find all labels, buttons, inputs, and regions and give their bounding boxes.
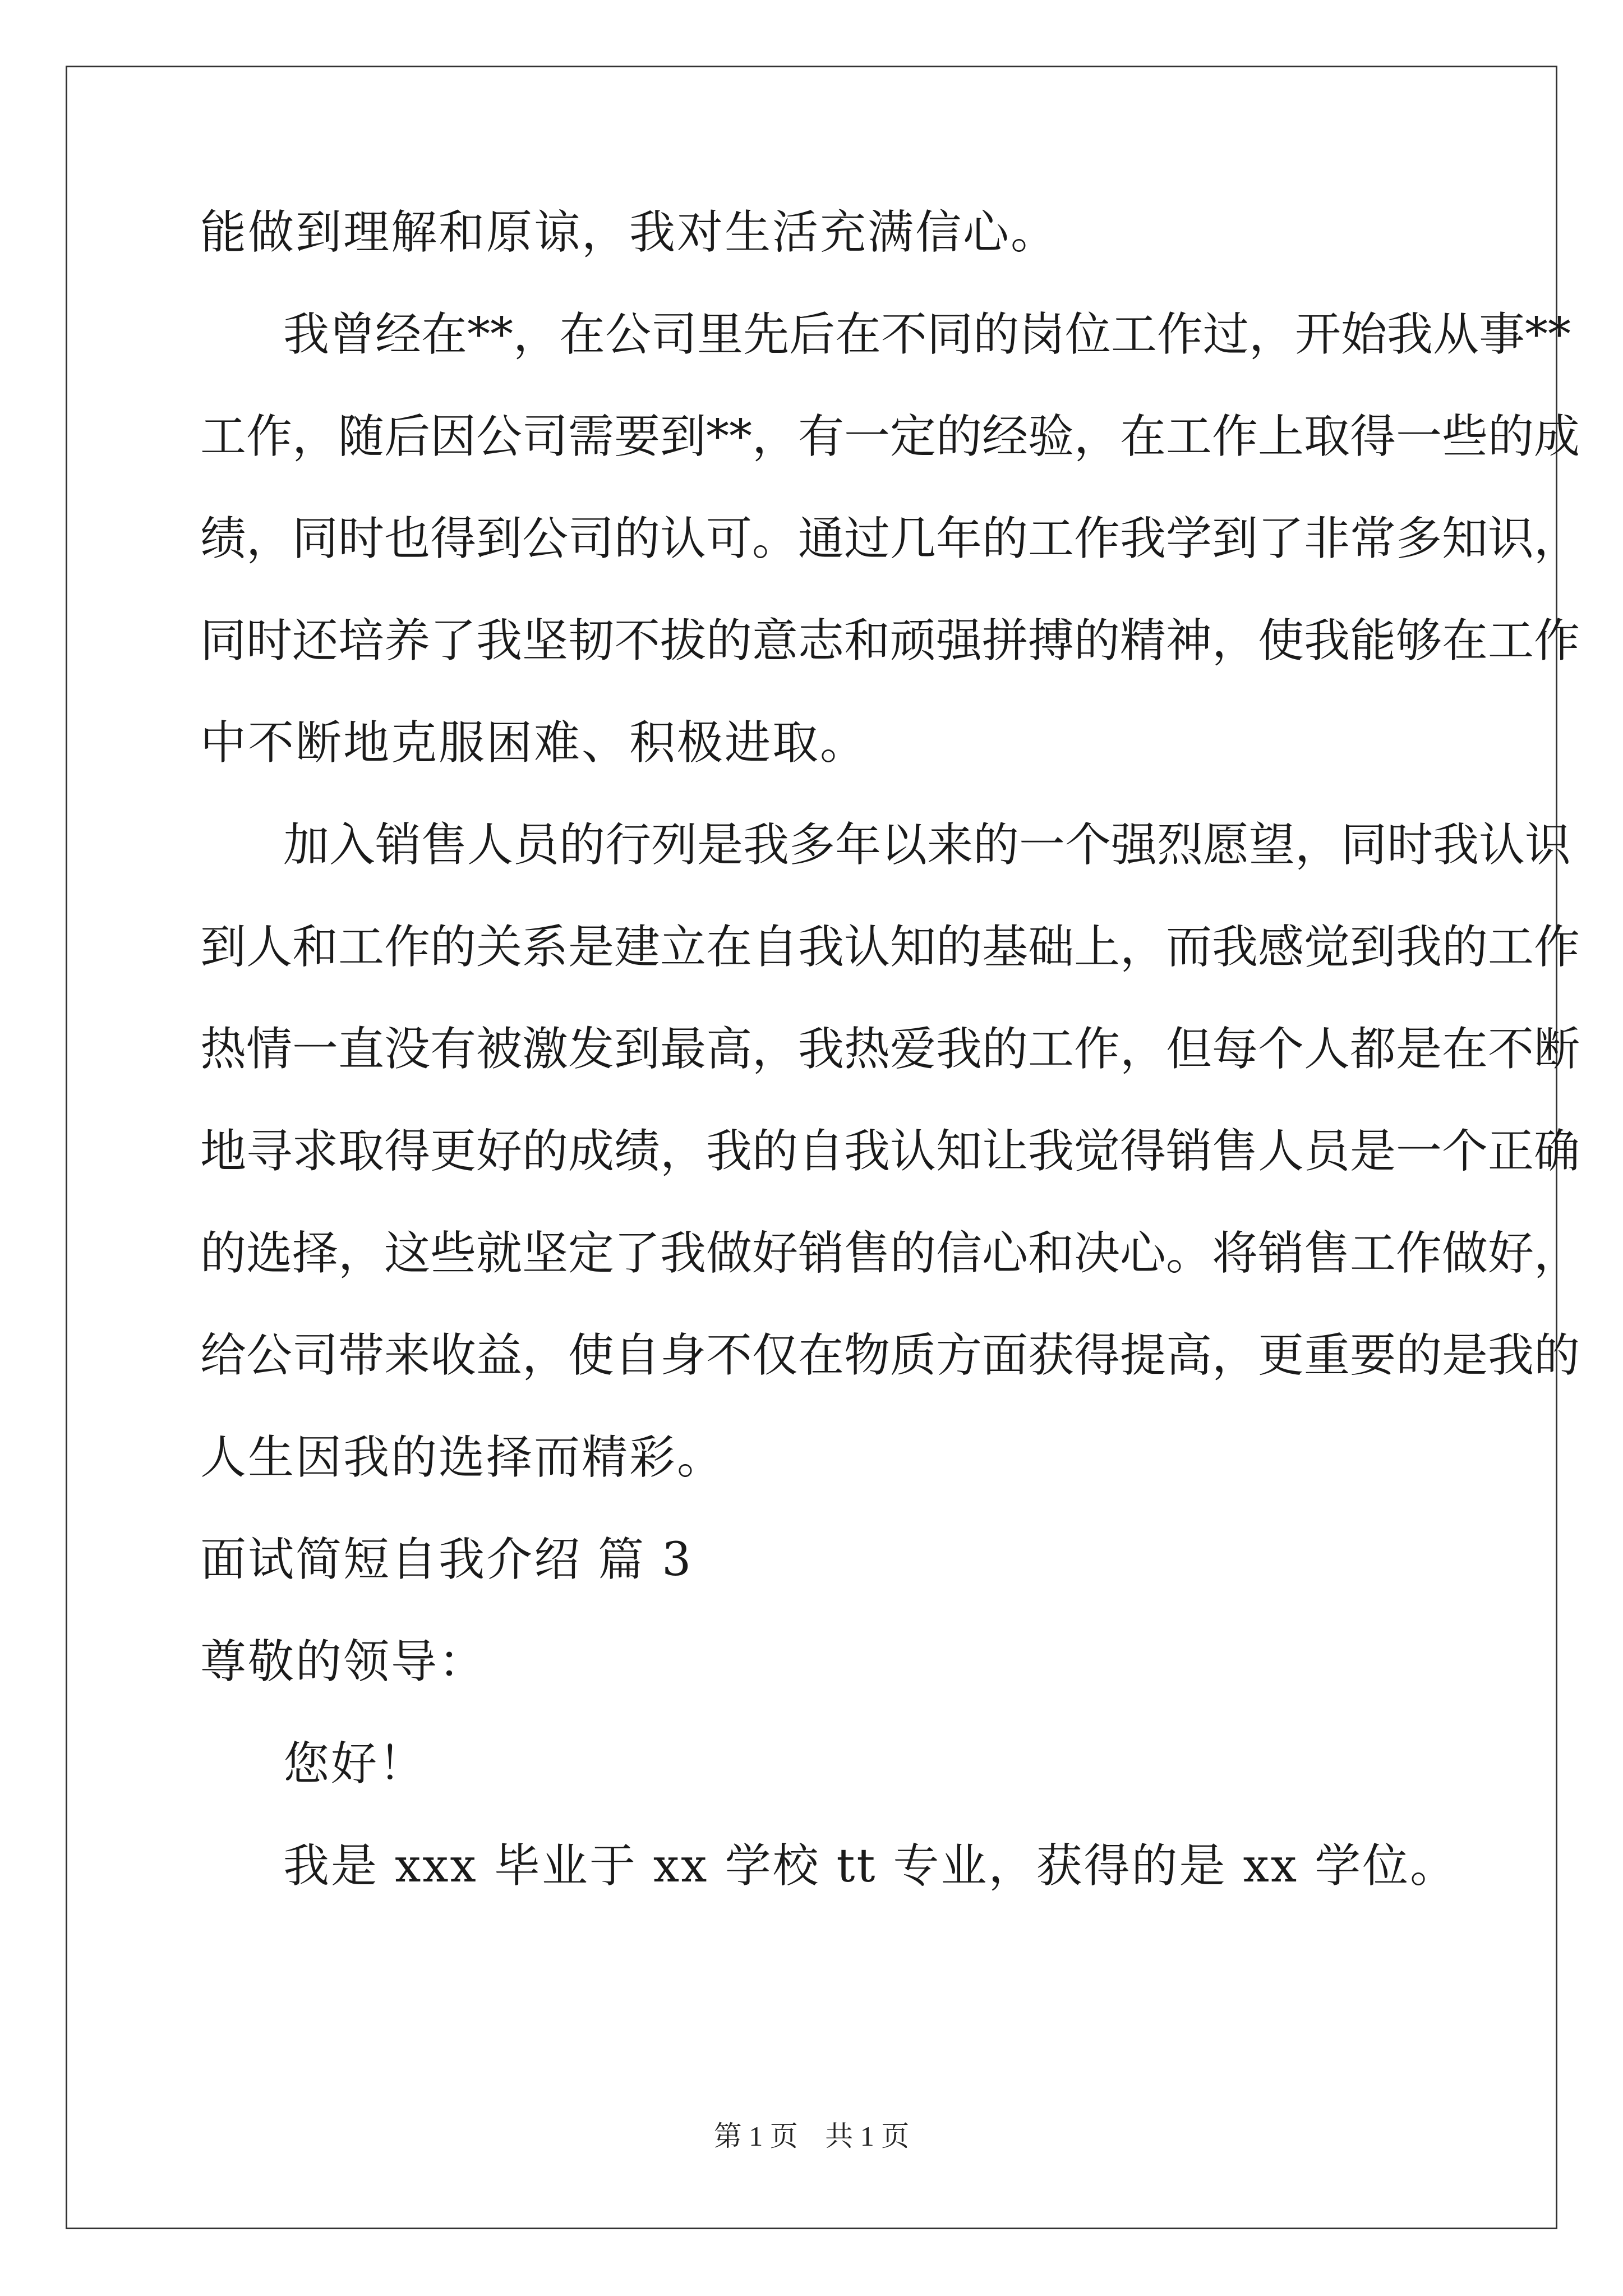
page-footer bbox=[0, 2119, 1623, 2153]
paragraph-line: 中不断地克服困难、积极进取。 bbox=[200, 716, 868, 770]
paragraph-line: 工作，随后因公司需要到**，有一定的经验，在工作上取得一些的成 bbox=[200, 410, 1580, 463]
greeting: 您好！ bbox=[283, 1737, 427, 1791]
paragraph-line: 地寻求取得更好的成绩，我的自我认知让我觉得销售人员是一个正确 bbox=[200, 1125, 1580, 1178]
paragraph-line: 我曾经在**，在公司里先后在不同的岗位工作过，开始我从事** bbox=[283, 308, 1571, 361]
paragraph-line: 绩，同时也得到公司的认可。通过几年的工作我学到了非常多知识， bbox=[200, 512, 1580, 565]
paragraph-line: 的选择，这些就坚定了我做好销售的信心和决心。将销售工作做好， bbox=[200, 1227, 1580, 1280]
salutation: 尊敬的领导： bbox=[200, 1635, 487, 1688]
section-heading: 面试简短自我介绍 篇 3 bbox=[200, 1533, 693, 1586]
paragraph-line: 同时还培养了我坚韧不拔的意志和顽强拼搏的精神，使我能够在工作 bbox=[200, 614, 1580, 668]
paragraph-line: 到人和工作的关系是建立在自我认知的基础上，而我感觉到我的工作 bbox=[200, 921, 1580, 974]
paragraph-line: 人生因我的选择而精彩。 bbox=[200, 1431, 725, 1484]
page-total: 共 1 页 bbox=[825, 2120, 910, 2152]
paragraph-line: 给公司带来收益，使自身不仅在物质方面获得提高，更重要的是我的 bbox=[200, 1329, 1580, 1382]
paragraph-line: 能做到理解和原谅，我对生活充满信心。 bbox=[200, 206, 1059, 259]
paragraph-line: 我是 xxx 毕业于 xx 学校 tt 专业，获得的是 xx 学位。 bbox=[283, 1839, 1458, 1893]
paragraph-line: 热情一直没有被激发到最高，我热爱我的工作，但每个人都是在不断 bbox=[200, 1023, 1580, 1076]
page-number: 第 1 页 bbox=[713, 2120, 798, 2152]
paragraph-line: 加入销售人员的行列是我多年以来的一个强烈愿望，同时我认识 bbox=[283, 818, 1571, 872]
